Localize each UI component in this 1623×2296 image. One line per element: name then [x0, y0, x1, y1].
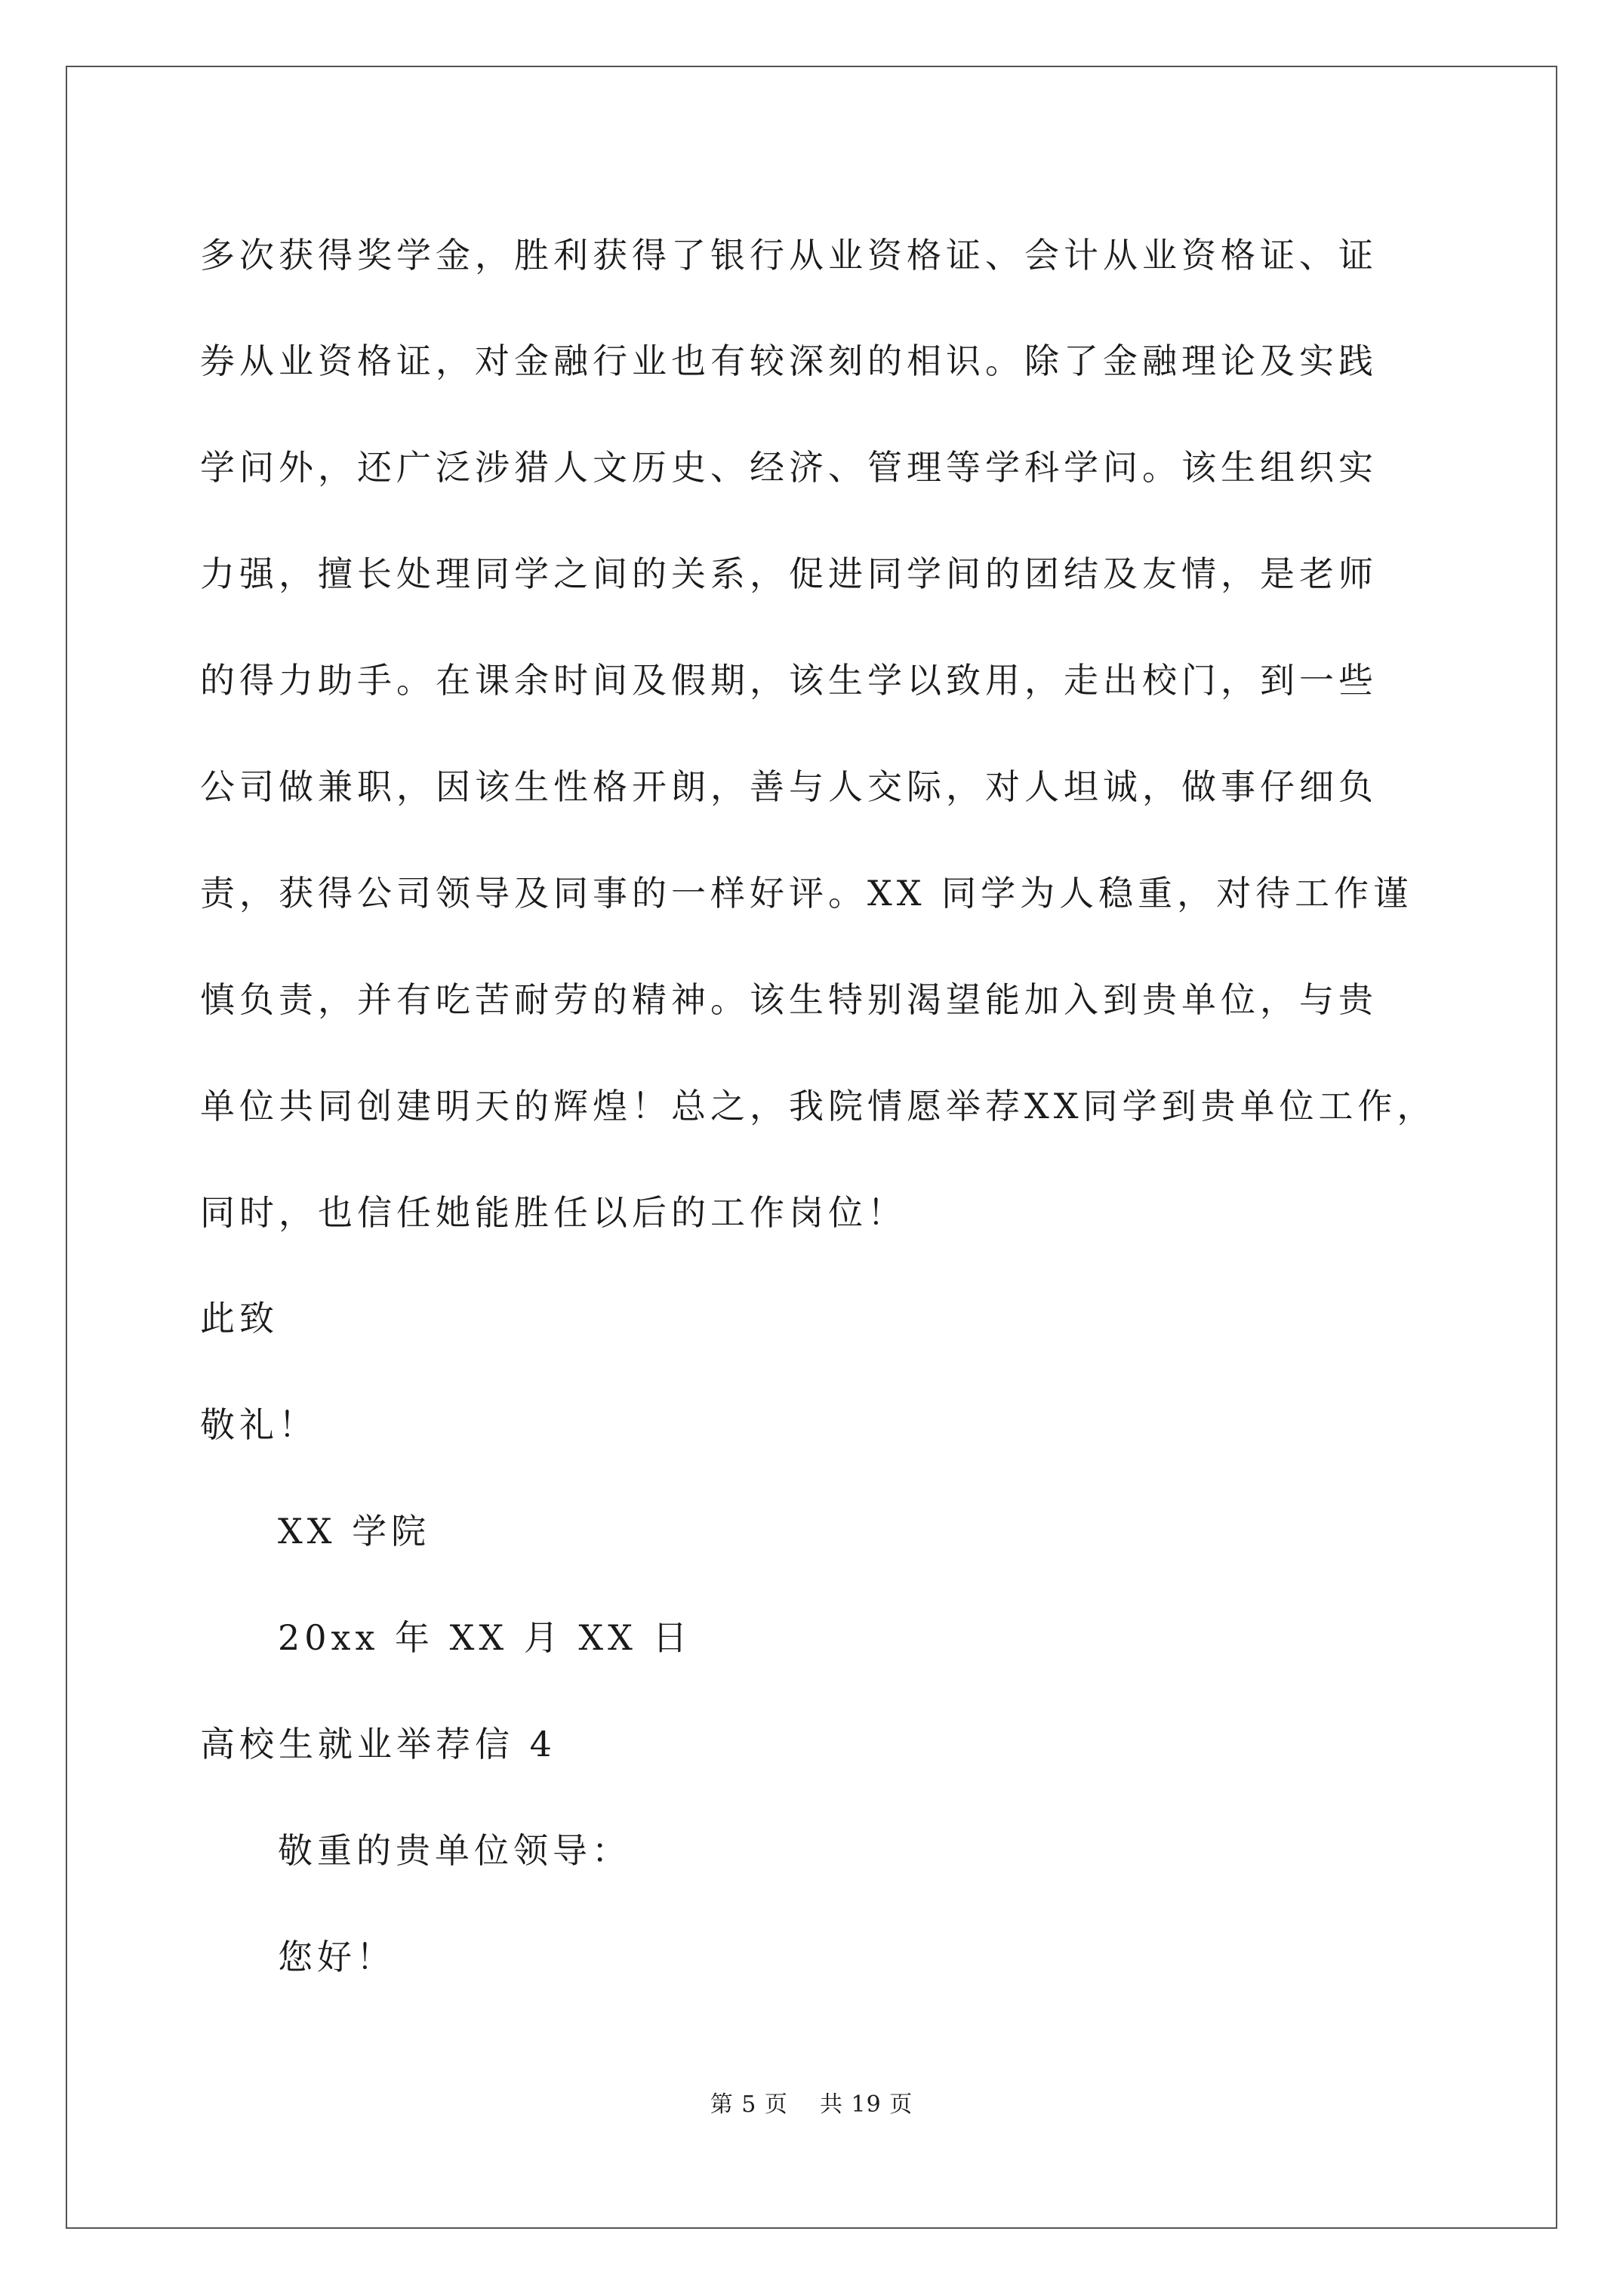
greeting: 您好！ — [278, 1937, 396, 1977]
body-line-5: 的得力助手。在课余时间及假期，该生学以致用，走出校门，到一些 — [200, 660, 1378, 701]
signature-org: XX 学院 — [278, 1511, 431, 1552]
signature-date: 20xx 年 XX 月 XX 日 — [278, 1617, 692, 1658]
body-line-2: 券从业资格证，对金融行业也有较深刻的相识。除了金融理论及实践 — [200, 341, 1378, 381]
salutation: 敬重的贵单位领导： — [278, 1830, 631, 1871]
body-line-8: 慎负责，并有吃苦耐劳的精神。该生特别渴望能加入到贵单位，与贵 — [200, 979, 1378, 1020]
body-line-3: 学问外，还广泛涉猎人文历史、经济、管理等学科学问。该生组织实 — [200, 447, 1378, 488]
body-line-4: 力强，擅长处理同学之间的关系，促进同学间的团结及友情，是老师 — [200, 553, 1378, 594]
section-title: 高校生就业举荐信 4 — [200, 1724, 556, 1764]
body-line-9: 单位共同创建明天的辉煌！总之，我院情愿举荐XX同学到贵单位工作， — [200, 1086, 1437, 1126]
closing-jingli: 敬礼！ — [200, 1404, 318, 1445]
body-line-1: 多次获得奖学金，胜利获得了银行从业资格证、会计从业资格证、证 — [200, 235, 1378, 276]
page-footer: 第 5 页 共 19 页 — [710, 2091, 913, 2118]
closing-cizhi: 此致 — [200, 1298, 279, 1339]
page-border — [66, 66, 1557, 2229]
body-line-7: 责，获得公司领导及同事的一样好评。XX 同学为人稳重，对待工作谨 — [200, 873, 1413, 914]
body-line-10: 同时，也信任她能胜任以后的工作岗位！ — [200, 1192, 907, 1233]
body-line-6: 公司做兼职，因该生性格开朗，善与人交际，对人坦诚，做事仔细负 — [200, 766, 1378, 807]
